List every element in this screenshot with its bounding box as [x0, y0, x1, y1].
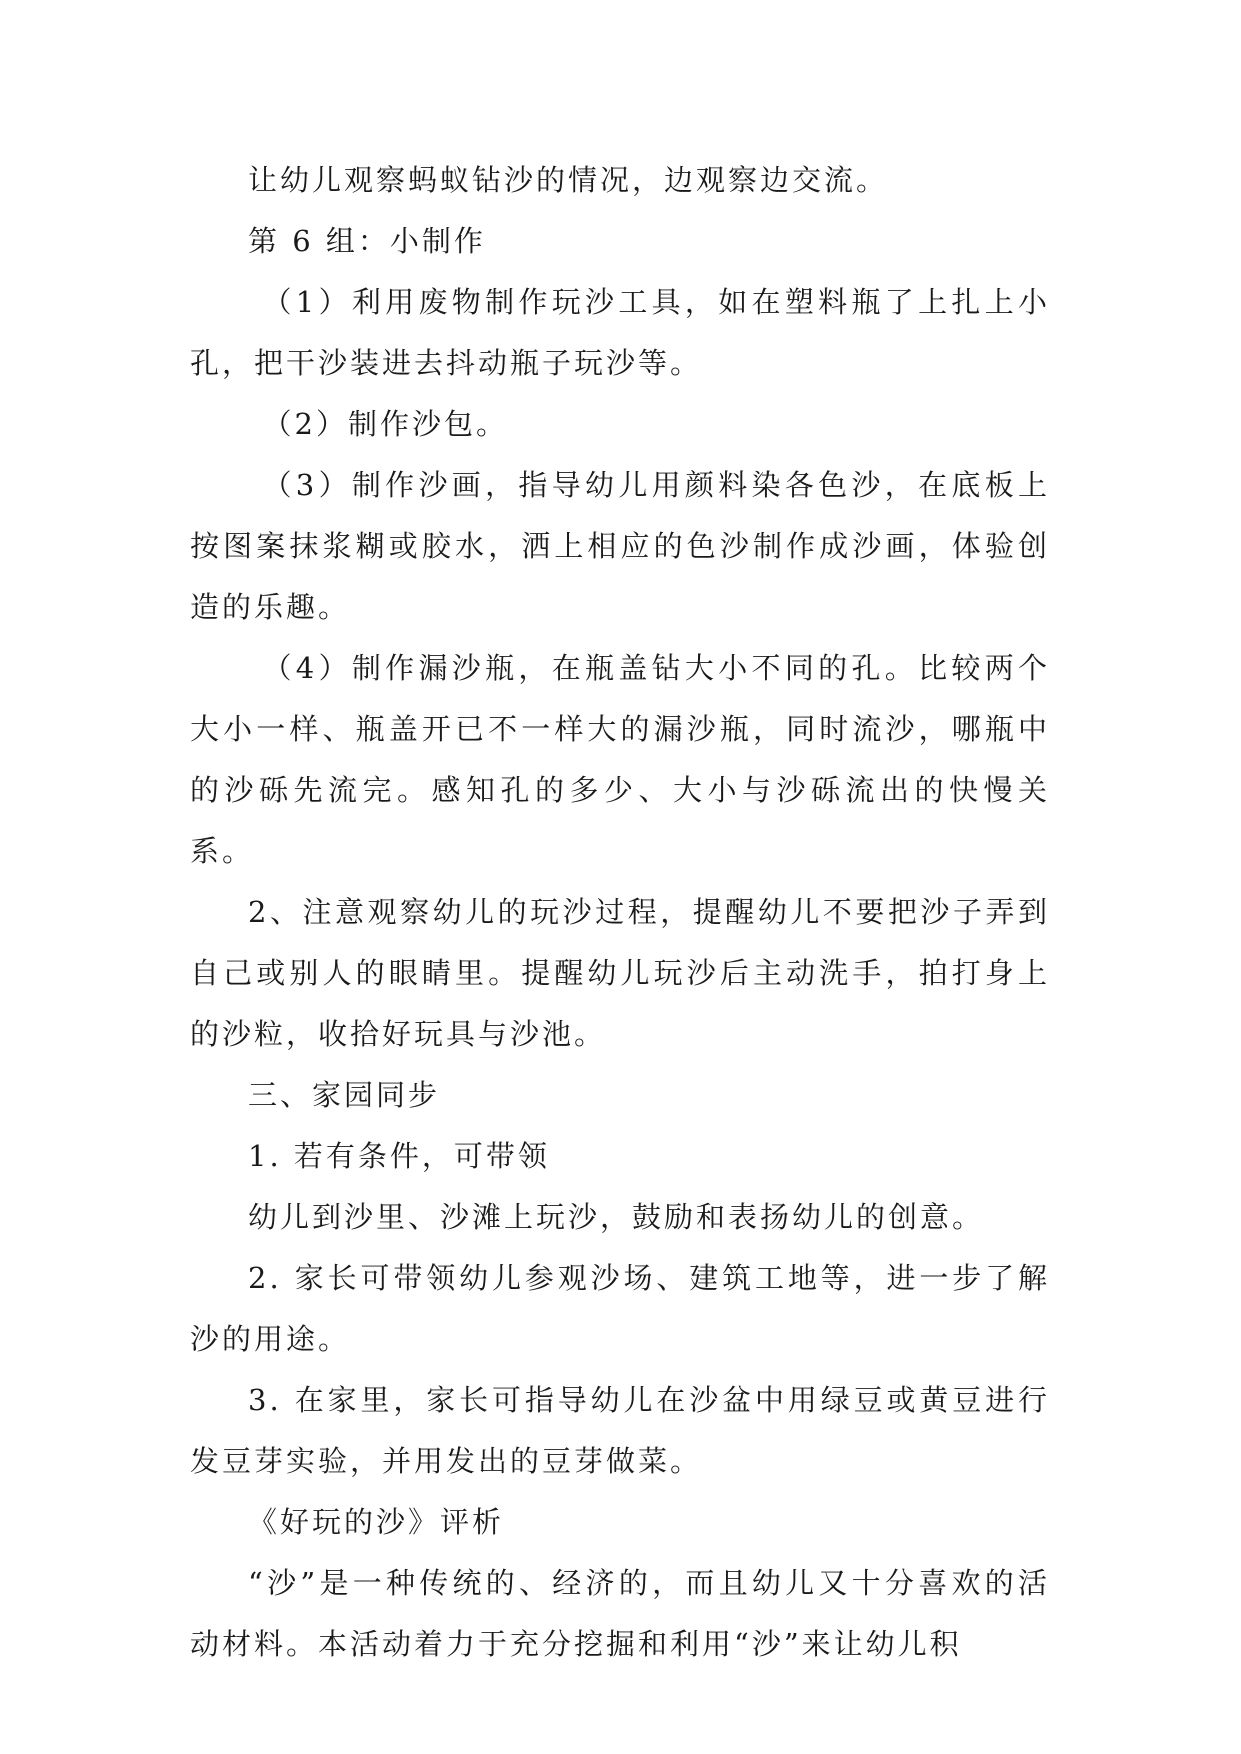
paragraph-analysis-heading: 《好玩的沙》评析: [248, 1505, 505, 1539]
paragraph-home-2: 2. 家长可带领幼儿参观沙场、建筑工地等，进一步了解沙的用途。: [190, 1261, 1050, 1356]
paragraph-home-1: 1. 若有条件，可带领: [248, 1139, 550, 1173]
paragraph-item-1: （1）利用废物制作玩沙工具，如在塑料瓶了上扎上小孔，把干沙装进去抖动瓶子玩沙等。: [190, 285, 1050, 380]
paragraph-ant-observation: 让幼儿观察蚂蚁钻沙的情况，边观察边交流。: [248, 163, 889, 197]
body-text: [190, 150, 1050, 1675]
paragraph-home-3: 3. 在家里，家长可指导幼儿在沙盆中用绿豆或黄豆进行发豆芽实验，并用发出的豆芽做菜。: [190, 1383, 1050, 1478]
paragraph-group-6-heading: 第 6 组：小制作: [248, 224, 486, 258]
paragraph-item-3: （3）制作沙画，指导幼儿用颜料染各色沙，在底板上按图案抹浆糊或胶水，洒上相应的色沙制作成沙画，体验创造的乐趣。: [190, 468, 1050, 624]
paragraph-analysis-body: “沙”是一种传统的、经济的，而且幼儿又十分喜欢的活动材料。本活动着力于充分挖掘和利用“沙”来让幼儿积: [190, 1566, 1050, 1661]
paragraph-home-1-continued: 幼儿到沙里、沙滩上玩沙，鼓励和表扬幼儿的创意。: [248, 1200, 985, 1234]
paragraph-section-3-heading: 三、家园同步: [248, 1078, 441, 1112]
paragraph-item-4: （4）制作漏沙瓶，在瓶盖钻大小不同的孔。比较两个大小一样、瓶盖开已不一样大的漏沙瓶，同时流沙，哪瓶中的沙砾先流完。感知孔的多少、大小与沙砾流出的快慢关系。: [190, 651, 1050, 868]
paragraph-item-2: （2）制作沙包。: [262, 407, 508, 441]
paragraph-safety-note: 2、注意观察幼儿的玩沙过程，提醒幼儿不要把沙子弄到自己或别人的眼睛里。提醒幼儿玩沙后主动洗手，拍打身上的沙粒，收拾好玩具与沙池。: [190, 895, 1050, 1051]
